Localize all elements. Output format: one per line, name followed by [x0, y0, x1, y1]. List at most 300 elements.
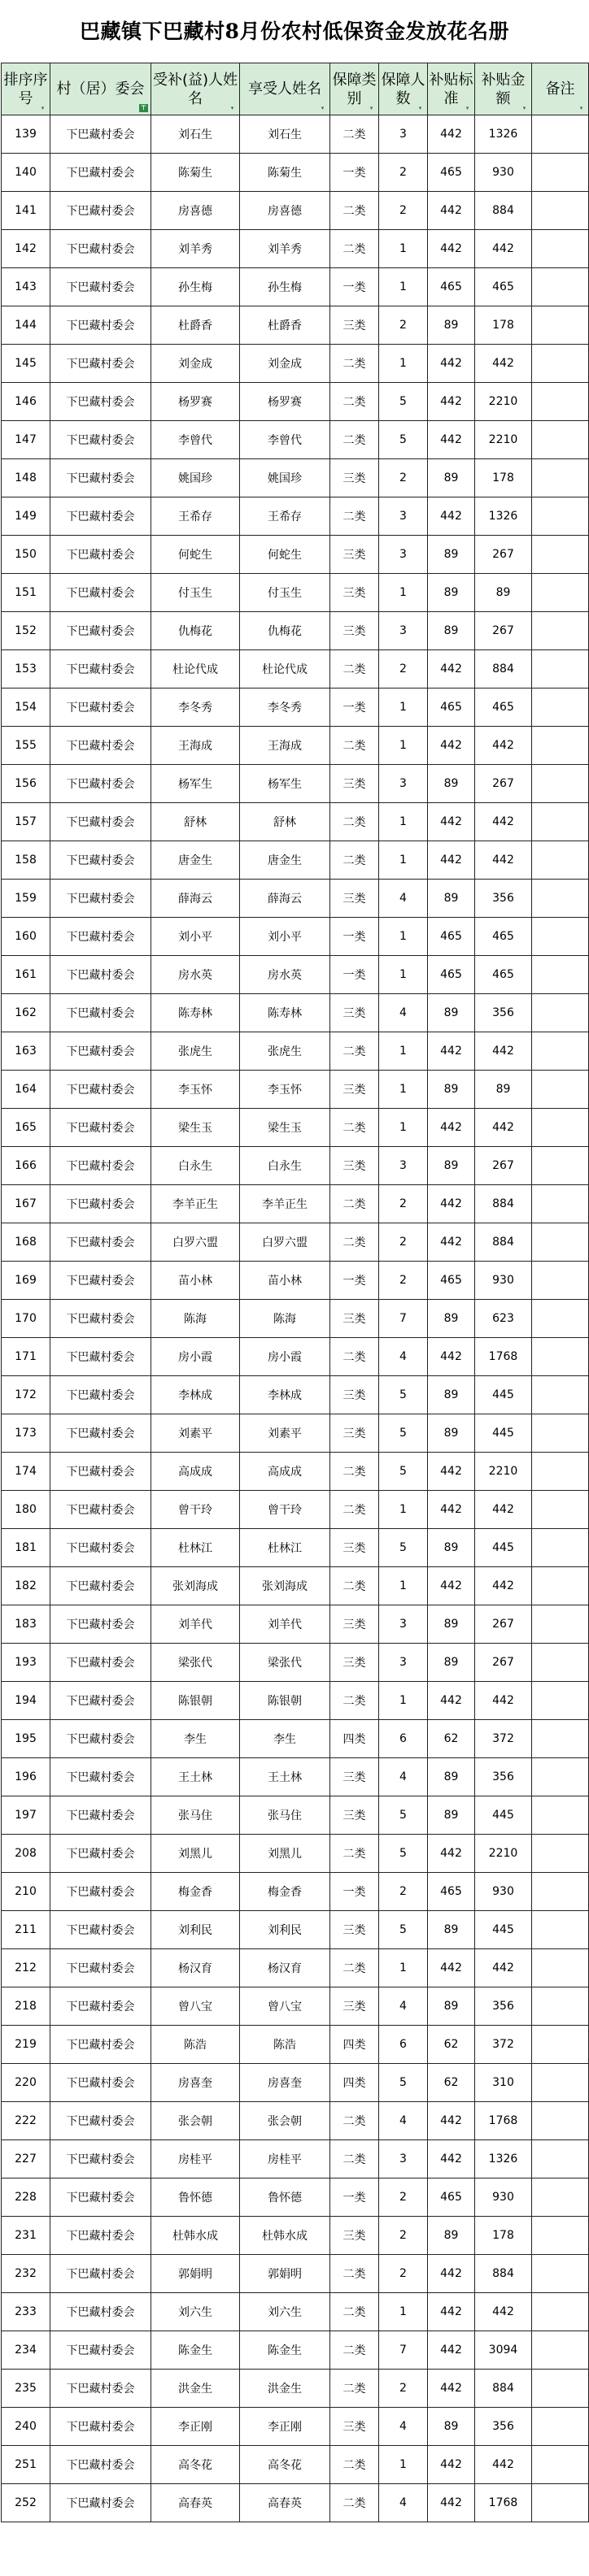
cell-beneficiary-name[interactable]: 刘小平 [240, 918, 330, 956]
cell-beneficiary-name[interactable]: 李林成 [240, 1376, 330, 1414]
cell-village-committee[interactable]: 下巴藏村委会 [50, 1911, 151, 1949]
cell-subsidy-standard[interactable]: 442 [428, 727, 475, 765]
cell-subsidy-amount[interactable]: 267 [475, 612, 532, 650]
cell-category[interactable]: 二类 [330, 803, 379, 841]
cell-people-count[interactable]: 1 [379, 689, 428, 727]
cell-seq-number[interactable]: 195 [2, 1720, 50, 1758]
cell-beneficiary-name[interactable]: 杨汉育 [240, 1949, 330, 1987]
cell-subsidy-amount[interactable]: 310 [475, 2064, 532, 2102]
cell-seq-number[interactable]: 152 [2, 612, 50, 650]
cell-remarks[interactable] [532, 1185, 589, 1223]
cell-subsidy-amount[interactable]: 1326 [475, 115, 532, 154]
cell-recipient-name[interactable]: 刘黑儿 [151, 1835, 240, 1873]
cell-subsidy-standard[interactable]: 89 [428, 1414, 475, 1453]
cell-subsidy-amount[interactable]: 178 [475, 2217, 532, 2255]
cell-subsidy-standard[interactable]: 442 [428, 2140, 475, 2179]
cell-remarks[interactable] [532, 2293, 589, 2331]
filter-active-icon[interactable]: ⊤ [140, 104, 147, 111]
cell-village-committee[interactable]: 下巴藏村委会 [50, 1644, 151, 1682]
cell-seq-number[interactable]: 141 [2, 192, 50, 230]
cell-people-count[interactable]: 1 [379, 1567, 428, 1605]
cell-category[interactable]: 二类 [330, 230, 379, 268]
cell-subsidy-standard[interactable]: 465 [428, 268, 475, 306]
cell-seq-number[interactable]: 212 [2, 1949, 50, 1987]
cell-beneficiary-name[interactable]: 刘利民 [240, 1911, 330, 1949]
cell-subsidy-standard[interactable]: 89 [428, 765, 475, 803]
cell-beneficiary-name[interactable]: 张马住 [240, 1796, 330, 1835]
cell-remarks[interactable] [532, 1720, 589, 1758]
cell-beneficiary-name[interactable]: 洪金生 [240, 2370, 330, 2408]
cell-beneficiary-name[interactable]: 刘六生 [240, 2293, 330, 2331]
cell-subsidy-standard[interactable]: 465 [428, 1262, 475, 1300]
cell-village-committee[interactable]: 下巴藏村委会 [50, 2446, 151, 2484]
cell-category[interactable]: 二类 [330, 650, 379, 689]
cell-remarks[interactable] [532, 1453, 589, 1491]
cell-remarks[interactable] [532, 1071, 589, 1109]
cell-remarks[interactable] [532, 880, 589, 918]
cell-beneficiary-name[interactable]: 房水英 [240, 956, 330, 994]
cell-subsidy-amount[interactable]: 372 [475, 2026, 532, 2064]
cell-remarks[interactable] [532, 2484, 589, 2522]
cell-remarks[interactable] [532, 306, 589, 345]
cell-subsidy-standard[interactable]: 442 [428, 2102, 475, 2140]
cell-subsidy-standard[interactable]: 442 [428, 1491, 475, 1529]
cell-seq-number[interactable]: 194 [2, 1682, 50, 1720]
cell-beneficiary-name[interactable]: 杜林江 [240, 1529, 330, 1567]
cell-beneficiary-name[interactable]: 李玉怀 [240, 1071, 330, 1109]
cell-category[interactable]: 三类 [330, 994, 379, 1032]
cell-subsidy-standard[interactable]: 442 [428, 383, 475, 421]
cell-village-committee[interactable]: 下巴藏村委会 [50, 918, 151, 956]
cell-subsidy-amount[interactable]: 442 [475, 2293, 532, 2331]
cell-seq-number[interactable]: 144 [2, 306, 50, 345]
cell-recipient-name[interactable]: 鲁怀德 [151, 2179, 240, 2217]
cell-seq-number[interactable]: 220 [2, 2064, 50, 2102]
cell-recipient-name[interactable]: 张刘海成 [151, 1567, 240, 1605]
cell-category[interactable]: 二类 [330, 1453, 379, 1491]
cell-category[interactable]: 三类 [330, 1147, 379, 1185]
cell-subsidy-standard[interactable]: 442 [428, 1032, 475, 1071]
cell-beneficiary-name[interactable]: 高冬花 [240, 2446, 330, 2484]
cell-village-committee[interactable]: 下巴藏村委会 [50, 115, 151, 154]
cell-beneficiary-name[interactable]: 陈浩 [240, 2026, 330, 2064]
cell-recipient-name[interactable]: 房喜德 [151, 192, 240, 230]
cell-beneficiary-name[interactable]: 付玉生 [240, 574, 330, 612]
cell-subsidy-standard[interactable]: 89 [428, 994, 475, 1032]
cell-remarks[interactable] [532, 574, 589, 612]
cell-village-committee[interactable]: 下巴藏村委会 [50, 306, 151, 345]
cell-people-count[interactable]: 4 [379, 2484, 428, 2522]
cell-category[interactable]: 三类 [330, 1300, 379, 1338]
cell-category[interactable]: 二类 [330, 1032, 379, 1071]
cell-village-committee[interactable]: 下巴藏村委会 [50, 1223, 151, 1262]
cell-category[interactable]: 三类 [330, 1758, 379, 1796]
cell-category[interactable]: 二类 [330, 727, 379, 765]
dropdown-arrow-icon[interactable]: ▾ [522, 105, 526, 111]
cell-subsidy-amount[interactable]: 442 [475, 1491, 532, 1529]
cell-village-committee[interactable]: 下巴藏村委会 [50, 2331, 151, 2370]
cell-recipient-name[interactable]: 郭娟明 [151, 2255, 240, 2293]
cell-recipient-name[interactable]: 高冬花 [151, 2446, 240, 2484]
cell-subsidy-standard[interactable]: 442 [428, 1682, 475, 1720]
cell-subsidy-amount[interactable]: 884 [475, 2370, 532, 2408]
cell-people-count[interactable]: 6 [379, 1720, 428, 1758]
cell-seq-number[interactable]: 162 [2, 994, 50, 1032]
cell-remarks[interactable] [532, 2026, 589, 2064]
cell-recipient-name[interactable]: 李羊正生 [151, 1185, 240, 1223]
cell-subsidy-standard[interactable]: 442 [428, 2255, 475, 2293]
cell-subsidy-standard[interactable]: 89 [428, 1300, 475, 1338]
cell-category[interactable]: 三类 [330, 459, 379, 497]
cell-subsidy-amount[interactable]: 442 [475, 803, 532, 841]
cell-people-count[interactable]: 2 [379, 1873, 428, 1911]
cell-recipient-name[interactable]: 唐金生 [151, 841, 240, 880]
cell-remarks[interactable] [532, 345, 589, 383]
cell-subsidy-standard[interactable]: 442 [428, 115, 475, 154]
cell-remarks[interactable] [532, 956, 589, 994]
cell-people-count[interactable]: 5 [379, 1529, 428, 1567]
cell-subsidy-amount[interactable]: 465 [475, 918, 532, 956]
cell-recipient-name[interactable]: 刘六生 [151, 2293, 240, 2331]
cell-village-committee[interactable]: 下巴藏村委会 [50, 497, 151, 536]
cell-subsidy-amount[interactable]: 89 [475, 1071, 532, 1109]
cell-subsidy-standard[interactable]: 442 [428, 345, 475, 383]
cell-subsidy-amount[interactable]: 356 [475, 1758, 532, 1796]
cell-recipient-name[interactable]: 何蛇生 [151, 536, 240, 574]
cell-remarks[interactable] [532, 2179, 589, 2217]
cell-remarks[interactable] [532, 727, 589, 765]
cell-seq-number[interactable]: 227 [2, 2140, 50, 2179]
cell-remarks[interactable] [532, 1949, 589, 1987]
cell-category[interactable]: 二类 [330, 2370, 379, 2408]
cell-category[interactable]: 一类 [330, 154, 379, 192]
cell-recipient-name[interactable]: 仇梅花 [151, 612, 240, 650]
cell-people-count[interactable]: 1 [379, 574, 428, 612]
cell-subsidy-standard[interactable]: 89 [428, 880, 475, 918]
cell-recipient-name[interactable]: 姚国珍 [151, 459, 240, 497]
cell-village-committee[interactable]: 下巴藏村委会 [50, 1453, 151, 1491]
cell-remarks[interactable] [532, 1567, 589, 1605]
cell-seq-number[interactable]: 164 [2, 1071, 50, 1109]
cell-remarks[interactable] [532, 918, 589, 956]
cell-beneficiary-name[interactable]: 曾八宝 [240, 1987, 330, 2026]
cell-beneficiary-name[interactable]: 王海成 [240, 727, 330, 765]
cell-village-committee[interactable]: 下巴藏村委会 [50, 1529, 151, 1567]
cell-beneficiary-name[interactable]: 刘羊秀 [240, 230, 330, 268]
cell-people-count[interactable]: 4 [379, 1987, 428, 2026]
cell-subsidy-amount[interactable]: 1768 [475, 2484, 532, 2522]
cell-subsidy-standard[interactable]: 442 [428, 1567, 475, 1605]
cell-people-count[interactable]: 4 [379, 1758, 428, 1796]
cell-seq-number[interactable]: 228 [2, 2179, 50, 2217]
cell-people-count[interactable]: 5 [379, 383, 428, 421]
cell-village-committee[interactable]: 下巴藏村委会 [50, 2179, 151, 2217]
cell-category[interactable]: 三类 [330, 1376, 379, 1414]
cell-beneficiary-name[interactable]: 唐金生 [240, 841, 330, 880]
cell-remarks[interactable] [532, 1032, 589, 1071]
cell-subsidy-amount[interactable]: 2210 [475, 421, 532, 459]
cell-remarks[interactable] [532, 1682, 589, 1720]
cell-subsidy-amount[interactable]: 1326 [475, 2140, 532, 2179]
cell-remarks[interactable] [532, 1147, 589, 1185]
dropdown-arrow-icon[interactable]: ▾ [321, 105, 325, 111]
cell-subsidy-standard[interactable]: 62 [428, 1720, 475, 1758]
dropdown-arrow-icon[interactable]: ▾ [465, 105, 469, 111]
cell-subsidy-standard[interactable]: 442 [428, 1835, 475, 1873]
cell-seq-number[interactable]: 163 [2, 1032, 50, 1071]
cell-people-count[interactable]: 6 [379, 2026, 428, 2064]
cell-people-count[interactable]: 4 [379, 994, 428, 1032]
cell-people-count[interactable]: 1 [379, 2293, 428, 2331]
cell-remarks[interactable] [532, 803, 589, 841]
cell-subsidy-amount[interactable]: 356 [475, 1987, 532, 2026]
cell-remarks[interactable] [532, 1835, 589, 1873]
cell-seq-number[interactable]: 232 [2, 2255, 50, 2293]
cell-subsidy-standard[interactable]: 89 [428, 1529, 475, 1567]
cell-beneficiary-name[interactable]: 刘石生 [240, 115, 330, 154]
cell-subsidy-standard[interactable]: 442 [428, 1185, 475, 1223]
cell-people-count[interactable]: 2 [379, 1185, 428, 1223]
cell-subsidy-standard[interactable]: 442 [428, 803, 475, 841]
cell-recipient-name[interactable]: 杜韩水成 [151, 2217, 240, 2255]
cell-people-count[interactable]: 1 [379, 2446, 428, 2484]
cell-village-committee[interactable]: 下巴藏村委会 [50, 1414, 151, 1453]
cell-recipient-name[interactable]: 陈银朝 [151, 1682, 240, 1720]
cell-subsidy-amount[interactable]: 267 [475, 1605, 532, 1644]
cell-seq-number[interactable]: 142 [2, 230, 50, 268]
cell-remarks[interactable] [532, 841, 589, 880]
cell-recipient-name[interactable]: 刘羊代 [151, 1605, 240, 1644]
cell-subsidy-standard[interactable]: 442 [428, 1949, 475, 1987]
cell-remarks[interactable] [532, 421, 589, 459]
cell-remarks[interactable] [532, 2102, 589, 2140]
cell-people-count[interactable]: 1 [379, 803, 428, 841]
cell-recipient-name[interactable]: 刘金成 [151, 345, 240, 383]
cell-subsidy-standard[interactable]: 89 [428, 1147, 475, 1185]
cell-category[interactable]: 二类 [330, 1338, 379, 1376]
cell-category[interactable]: 二类 [330, 115, 379, 154]
cell-people-count[interactable]: 1 [379, 268, 428, 306]
cell-seq-number[interactable]: 219 [2, 2026, 50, 2064]
cell-seq-number[interactable]: 160 [2, 918, 50, 956]
cell-category[interactable]: 四类 [330, 1720, 379, 1758]
cell-subsidy-amount[interactable]: 1326 [475, 497, 532, 536]
cell-remarks[interactable] [532, 2370, 589, 2408]
cell-seq-number[interactable]: 158 [2, 841, 50, 880]
cell-subsidy-amount[interactable]: 445 [475, 1376, 532, 1414]
cell-subsidy-amount[interactable]: 372 [475, 1720, 532, 1758]
cell-subsidy-amount[interactable]: 445 [475, 1529, 532, 1567]
cell-category[interactable]: 一类 [330, 689, 379, 727]
cell-village-committee[interactable]: 下巴藏村委会 [50, 1262, 151, 1300]
cell-village-committee[interactable]: 下巴藏村委会 [50, 612, 151, 650]
cell-subsidy-amount[interactable]: 445 [475, 1414, 532, 1453]
cell-remarks[interactable] [532, 1758, 589, 1796]
cell-subsidy-standard[interactable]: 89 [428, 1605, 475, 1644]
cell-beneficiary-name[interactable]: 陈寿林 [240, 994, 330, 1032]
cell-subsidy-standard[interactable]: 442 [428, 2370, 475, 2408]
dropdown-arrow-icon[interactable]: ▾ [41, 105, 45, 111]
cell-village-committee[interactable]: 下巴藏村委会 [50, 2102, 151, 2140]
cell-subsidy-amount[interactable]: 356 [475, 2408, 532, 2446]
cell-recipient-name[interactable]: 杜林江 [151, 1529, 240, 1567]
cell-subsidy-standard[interactable]: 442 [428, 1338, 475, 1376]
cell-village-committee[interactable]: 下巴藏村委会 [50, 1567, 151, 1605]
cell-subsidy-amount[interactable]: 623 [475, 1300, 532, 1338]
cell-seq-number[interactable]: 146 [2, 383, 50, 421]
cell-category[interactable]: 二类 [330, 192, 379, 230]
cell-remarks[interactable] [532, 650, 589, 689]
cell-subsidy-amount[interactable]: 884 [475, 650, 532, 689]
cell-beneficiary-name[interactable]: 孙生梅 [240, 268, 330, 306]
cell-remarks[interactable] [532, 612, 589, 650]
cell-remarks[interactable] [532, 1605, 589, 1644]
cell-recipient-name[interactable]: 陈菊生 [151, 154, 240, 192]
cell-subsidy-amount[interactable]: 89 [475, 574, 532, 612]
cell-recipient-name[interactable]: 洪金生 [151, 2370, 240, 2408]
cell-recipient-name[interactable]: 高春英 [151, 2484, 240, 2522]
cell-village-committee[interactable]: 下巴藏村委会 [50, 1987, 151, 2026]
cell-remarks[interactable] [532, 1262, 589, 1300]
cell-people-count[interactable]: 1 [379, 841, 428, 880]
cell-subsidy-amount[interactable]: 442 [475, 345, 532, 383]
cell-seq-number[interactable]: 153 [2, 650, 50, 689]
cell-remarks[interactable] [532, 2140, 589, 2179]
cell-remarks[interactable] [532, 536, 589, 574]
cell-remarks[interactable] [532, 2331, 589, 2370]
cell-subsidy-amount[interactable]: 465 [475, 689, 532, 727]
cell-remarks[interactable] [532, 497, 589, 536]
cell-village-committee[interactable]: 下巴藏村委会 [50, 1071, 151, 1109]
cell-subsidy-amount[interactable]: 267 [475, 765, 532, 803]
cell-subsidy-standard[interactable]: 89 [428, 1911, 475, 1949]
cell-category[interactable]: 一类 [330, 268, 379, 306]
cell-recipient-name[interactable]: 曾八宝 [151, 1987, 240, 2026]
cell-seq-number[interactable]: 197 [2, 1796, 50, 1835]
cell-subsidy-amount[interactable]: 930 [475, 154, 532, 192]
cell-recipient-name[interactable]: 杨罗赛 [151, 383, 240, 421]
cell-subsidy-amount[interactable]: 356 [475, 880, 532, 918]
cell-recipient-name[interactable]: 陈寿林 [151, 994, 240, 1032]
cell-village-committee[interactable]: 下巴藏村委会 [50, 765, 151, 803]
cell-recipient-name[interactable]: 付玉生 [151, 574, 240, 612]
cell-beneficiary-name[interactable]: 梅金香 [240, 1873, 330, 1911]
cell-category[interactable]: 二类 [330, 1185, 379, 1223]
cell-people-count[interactable]: 1 [379, 1491, 428, 1529]
cell-seq-number[interactable]: 168 [2, 1223, 50, 1262]
cell-seq-number[interactable]: 161 [2, 956, 50, 994]
cell-beneficiary-name[interactable]: 李正刚 [240, 2408, 330, 2446]
cell-beneficiary-name[interactable]: 李生 [240, 1720, 330, 1758]
cell-subsidy-standard[interactable]: 89 [428, 1376, 475, 1414]
cell-subsidy-amount[interactable]: 442 [475, 1949, 532, 1987]
cell-people-count[interactable]: 2 [379, 1262, 428, 1300]
cell-beneficiary-name[interactable]: 白罗六盟 [240, 1223, 330, 1262]
cell-beneficiary-name[interactable]: 曾干玲 [240, 1491, 330, 1529]
cell-subsidy-standard[interactable]: 442 [428, 497, 475, 536]
cell-recipient-name[interactable]: 刘利民 [151, 1911, 240, 1949]
cell-remarks[interactable] [532, 1491, 589, 1529]
cell-village-committee[interactable]: 下巴藏村委会 [50, 574, 151, 612]
cell-subsidy-amount[interactable]: 930 [475, 1873, 532, 1911]
cell-beneficiary-name[interactable]: 仇梅花 [240, 612, 330, 650]
cell-village-committee[interactable]: 下巴藏村委会 [50, 192, 151, 230]
cell-subsidy-amount[interactable]: 442 [475, 2446, 532, 2484]
cell-seq-number[interactable]: 151 [2, 574, 50, 612]
cell-remarks[interactable] [532, 2446, 589, 2484]
cell-village-committee[interactable]: 下巴藏村委会 [50, 536, 151, 574]
cell-subsidy-amount[interactable]: 442 [475, 1032, 532, 1071]
cell-seq-number[interactable]: 181 [2, 1529, 50, 1567]
cell-village-committee[interactable]: 下巴藏村委会 [50, 803, 151, 841]
cell-category[interactable]: 三类 [330, 1414, 379, 1453]
cell-village-committee[interactable]: 下巴藏村委会 [50, 1796, 151, 1835]
cell-beneficiary-name[interactable]: 姚国珍 [240, 459, 330, 497]
cell-people-count[interactable]: 2 [379, 650, 428, 689]
cell-recipient-name[interactable]: 舒林 [151, 803, 240, 841]
cell-recipient-name[interactable]: 白永生 [151, 1147, 240, 1185]
cell-seq-number[interactable]: 222 [2, 2102, 50, 2140]
cell-category[interactable]: 一类 [330, 1873, 379, 1911]
cell-people-count[interactable]: 3 [379, 115, 428, 154]
cell-subsidy-standard[interactable]: 465 [428, 689, 475, 727]
cell-remarks[interactable] [532, 1529, 589, 1567]
cell-subsidy-standard[interactable]: 465 [428, 2179, 475, 2217]
cell-beneficiary-name[interactable]: 梁张代 [240, 1644, 330, 1682]
cell-recipient-name[interactable]: 房喜奎 [151, 2064, 240, 2102]
cell-village-committee[interactable]: 下巴藏村委会 [50, 2217, 151, 2255]
cell-village-committee[interactable]: 下巴藏村委会 [50, 345, 151, 383]
cell-seq-number[interactable]: 155 [2, 727, 50, 765]
cell-remarks[interactable] [532, 1873, 589, 1911]
cell-category[interactable]: 三类 [330, 574, 379, 612]
dropdown-arrow-icon[interactable]: ▾ [579, 105, 583, 111]
cell-village-committee[interactable]: 下巴藏村委会 [50, 1376, 151, 1414]
cell-people-count[interactable]: 1 [379, 918, 428, 956]
cell-village-committee[interactable]: 下巴藏村委会 [50, 727, 151, 765]
cell-people-count[interactable]: 2 [379, 2370, 428, 2408]
cell-people-count[interactable]: 5 [379, 1414, 428, 1453]
cell-subsidy-amount[interactable]: 178 [475, 306, 532, 345]
cell-village-committee[interactable]: 下巴藏村委会 [50, 1032, 151, 1071]
cell-subsidy-amount[interactable]: 445 [475, 1911, 532, 1949]
cell-people-count[interactable]: 5 [379, 2064, 428, 2102]
cell-subsidy-standard[interactable]: 89 [428, 612, 475, 650]
cell-remarks[interactable] [532, 765, 589, 803]
cell-subsidy-amount[interactable]: 884 [475, 2255, 532, 2293]
cell-category[interactable]: 二类 [330, 841, 379, 880]
cell-village-committee[interactable]: 下巴藏村委会 [50, 2370, 151, 2408]
cell-recipient-name[interactable]: 孙生梅 [151, 268, 240, 306]
cell-village-committee[interactable]: 下巴藏村委会 [50, 880, 151, 918]
cell-people-count[interactable]: 3 [379, 1605, 428, 1644]
cell-people-count[interactable]: 2 [379, 192, 428, 230]
cell-seq-number[interactable]: 193 [2, 1644, 50, 1682]
cell-beneficiary-name[interactable]: 何蛇生 [240, 536, 330, 574]
cell-seq-number[interactable]: 169 [2, 1262, 50, 1300]
cell-beneficiary-name[interactable]: 李冬秀 [240, 689, 330, 727]
cell-category[interactable]: 三类 [330, 2408, 379, 2446]
cell-beneficiary-name[interactable]: 杜韩水成 [240, 2217, 330, 2255]
cell-village-committee[interactable]: 下巴藏村委会 [50, 1109, 151, 1147]
cell-category[interactable]: 二类 [330, 1223, 379, 1262]
cell-beneficiary-name[interactable]: 舒林 [240, 803, 330, 841]
cell-recipient-name[interactable]: 梅金香 [151, 1873, 240, 1911]
cell-seq-number[interactable]: 173 [2, 1414, 50, 1453]
cell-category[interactable]: 一类 [330, 956, 379, 994]
cell-people-count[interactable]: 5 [379, 421, 428, 459]
cell-category[interactable]: 一类 [330, 2179, 379, 2217]
